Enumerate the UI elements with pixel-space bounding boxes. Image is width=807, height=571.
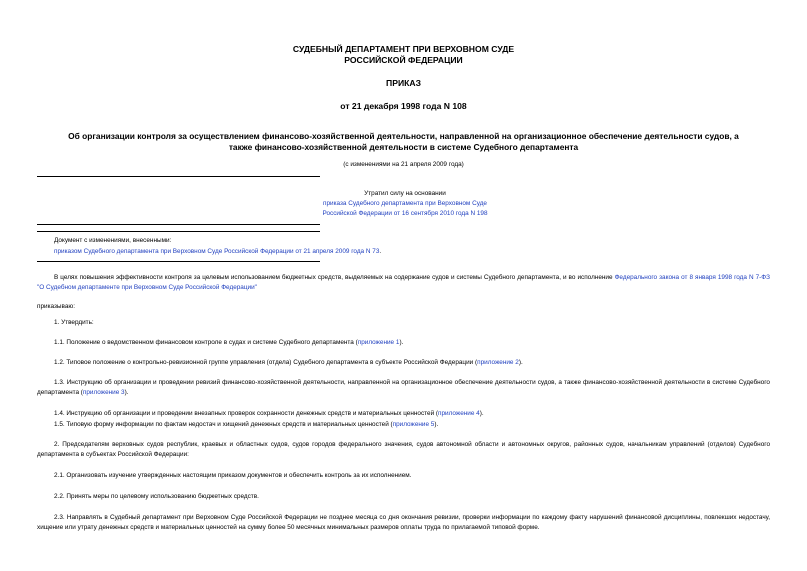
amendments-label: Документ с изменениями, внесенными: bbox=[54, 237, 172, 244]
doc-date-number: от 21 декабря 1998 года N 108 bbox=[340, 101, 467, 111]
item-1-4-text: 1.4. Инструкцию об организации и проведении внезапных проверок сохранности денежных средств и материальных ценностей ( bbox=[54, 410, 439, 417]
item-2-1: 2.1. Организовать изучение утвержденных настоящим приказом документов и обеспечить контроль за их исполнением. bbox=[54, 472, 412, 479]
repeal-note: Утратил силу на основании bbox=[364, 190, 446, 197]
item-1-4-tail: ). bbox=[479, 410, 484, 417]
item-1-3-text: 1.3. Инструкцию об организации и проведении ревизий финансово-хозяйственной деятельности, направленной на организационное обеспечение деятельности судов, а также финансово-хозяйственной деятельности в системе Судебного департамента ( bbox=[37, 379, 770, 396]
item-1-2-text: 1.2. Типовое положение о контрольно-ревизионной группе управления (отдела) Судебного департамента в субъекте Российской Федерации ( bbox=[54, 359, 478, 366]
doc-type: ПРИКАЗ bbox=[386, 78, 421, 88]
doc-subject-line1: Об организации контроля за осуществлением финансово-хозяйственной деятельности, направленной на организационное обеспечение деятельности судов, а bbox=[68, 131, 739, 141]
federal-law-link[interactable]: Федерального закона от 8 января 1998 года N 7-ФЗ "О Судебном департаменте при Верховном Суде Российской Федерации" bbox=[37, 274, 770, 291]
item-1-5-text: 1.5. Типовую форму информации по фактам недостач и хищений денежных средств и материальных ценностей ( bbox=[54, 421, 393, 428]
item-2-3: 2.3. Направлять в Судебный департамент при Верховном Суде Российской Федерации не позднее месяца со дня окончания ревизии, проверки информации по каждому факту нарушений финансовой дисциплины, повлекших недостачу, хищение или утрату денежных средств и материальных ценностей на сумму более 50 месячных минимальных размеров оплаты труда по прилагаемой типовой форме. bbox=[37, 514, 770, 531]
intro-text: В целях повышения эффективности контроля за целевым использованием бюджетных средств, выделяемых на содержание судов и системы Судебного департамента, и во исполнение bbox=[54, 274, 615, 281]
item-1: 1. Утвердить: bbox=[54, 319, 94, 326]
amendments-link[interactable]: приказом Судебного департамента при Верховном Суде Российской Федерации от 21 апреля 2009 года N 73 bbox=[54, 248, 380, 255]
item-1-3-tail: ). bbox=[124, 389, 129, 396]
divider bbox=[37, 176, 320, 177]
item-1-1 bbox=[37, 338, 770, 348]
repeal-link-line1[interactable]: приказа Судебного департамента при Верховном Суде bbox=[323, 200, 487, 207]
org-name-line2: РОССИЙСКОЙ ФЕДЕРАЦИИ bbox=[344, 55, 463, 65]
item-2: 2. Председателям верховных судов республик, краевых и областных судов, судов городов федерального значения, судов автономной области и автономных округов, районных судов, начальникам управлений (отделов) Судебного департамента в субъектах Российской Федерации: bbox=[37, 441, 770, 458]
item-1-1-text: 1.1. Положение о ведомственном финансовом контроле в судах и системе Судебного департамента ( bbox=[54, 339, 358, 346]
org-name-line1: СУДЕБНЫЙ ДЕПАРТАМЕНТ ПРИ ВЕРХОВНОМ СУДЕ bbox=[292, 44, 515, 54]
item-1-5-tail: ). bbox=[434, 421, 439, 428]
appendix-2-link[interactable]: приложение 2 bbox=[477, 359, 519, 366]
item-1-5 bbox=[37, 420, 770, 430]
repeal-link-line2[interactable]: Российской Федерации от 16 сентября 2010 года N 198 bbox=[322, 210, 488, 217]
changes-note: (с изменениями на 21 апреля 2009 года) bbox=[343, 161, 464, 168]
item-1-1-tail: ). bbox=[399, 339, 404, 346]
item-1-4 bbox=[37, 409, 770, 419]
amendments-line bbox=[54, 247, 381, 256]
appendix-3-link[interactable]: приложение 3 bbox=[82, 389, 125, 396]
divider bbox=[37, 224, 320, 225]
item-1-2 bbox=[37, 358, 770, 368]
item-2-2: 2.2. Принять меры по целевому использованию бюджетных средств. bbox=[54, 493, 259, 500]
item-1-2-tail: ). bbox=[518, 359, 523, 366]
appendix-4-link[interactable]: приложение 4 bbox=[438, 410, 480, 417]
divider bbox=[37, 261, 320, 262]
doc-subject-line2: также финансово-хозяйственной деятельности в системе Судебного департамента bbox=[228, 142, 579, 152]
appendix-5-link[interactable]: приложение 5 bbox=[392, 421, 435, 428]
amendments-tail: . bbox=[379, 248, 382, 255]
divider bbox=[37, 231, 320, 232]
intro-paragraph bbox=[37, 273, 770, 293]
order-word: приказываю: bbox=[37, 303, 75, 310]
item-1-3 bbox=[37, 378, 770, 398]
appendix-1-link[interactable]: приложение 1 bbox=[357, 339, 400, 346]
